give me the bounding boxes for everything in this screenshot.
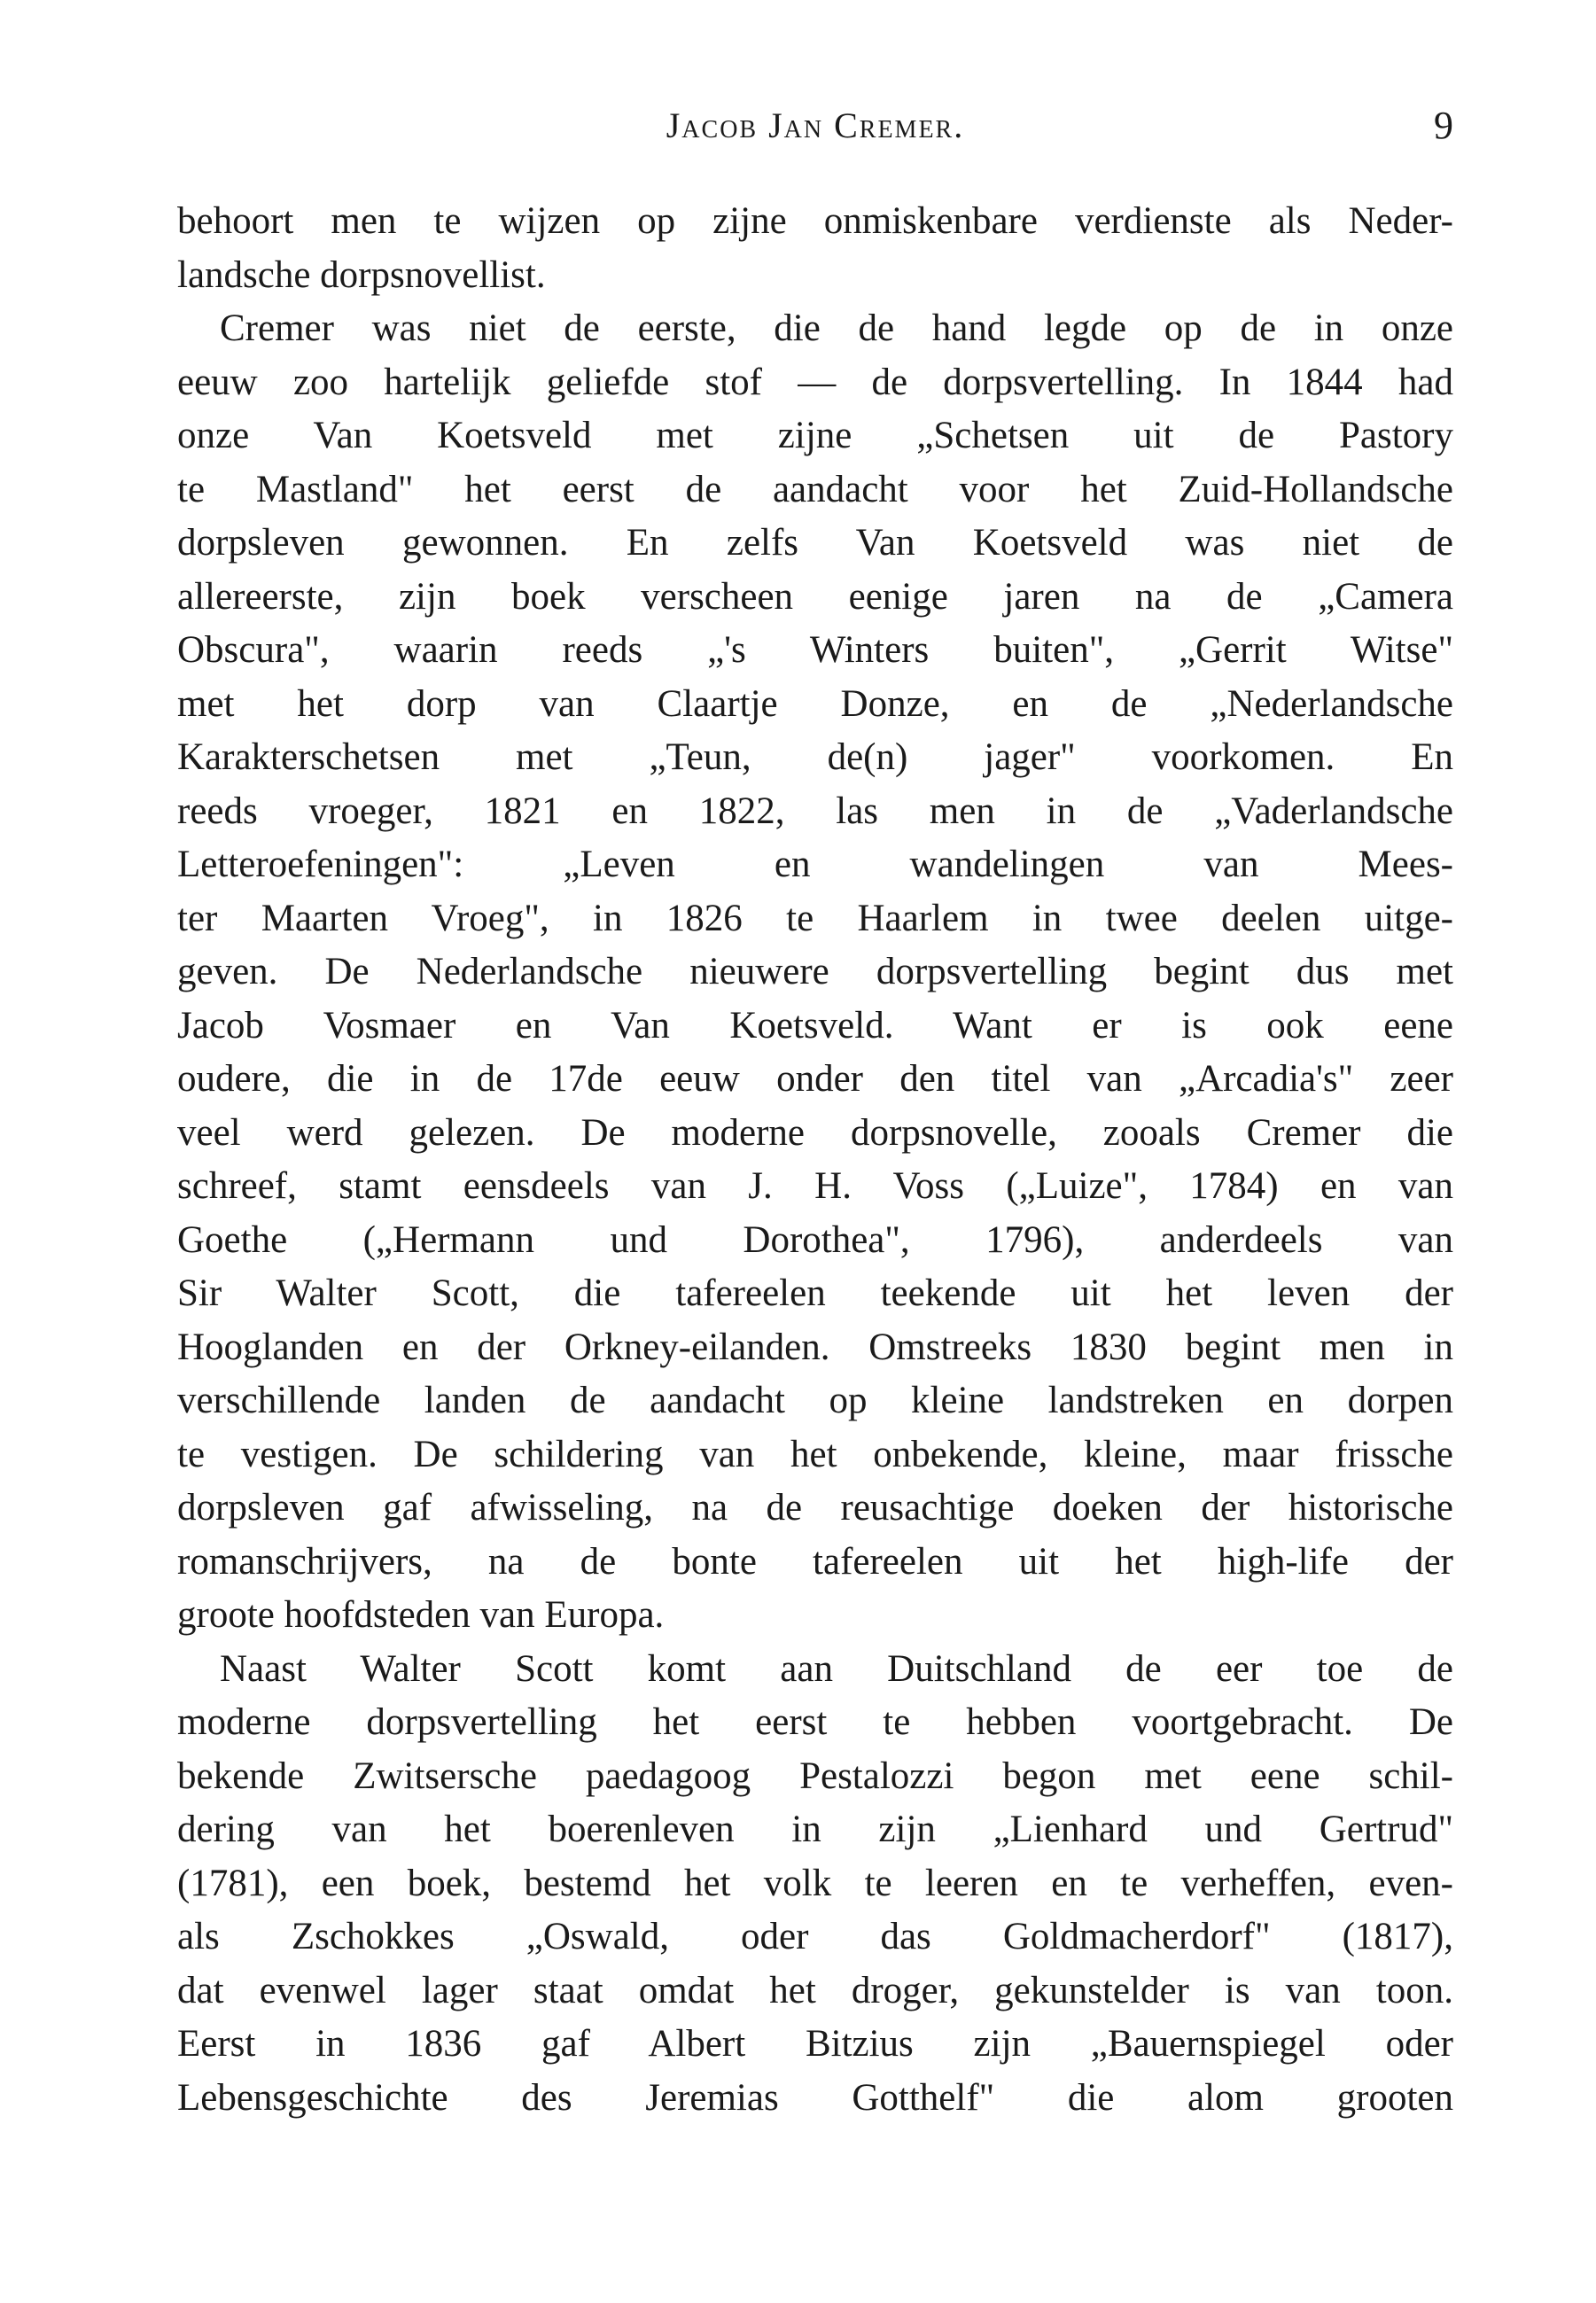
text-line: Obscura", waarin reeds „'s Winters buiten", „Gerrit Witse" xyxy=(177,629,1453,671)
text-line: Hooglanden en der Orkney-eilanden. Omstreeks 1830 begint men in xyxy=(177,1326,1453,1368)
text-line: dering van het boerenleven in zijn „Lienhard und Gertrud" xyxy=(177,1809,1453,1850)
text-line: groote hoofdsteden van Europa. xyxy=(177,1594,665,1636)
text-line: dorpsleven gaf afwisseling, na de reusachtige doeken der historische xyxy=(177,1487,1453,1529)
text-line: te vestigen. De schildering van het onbekende, kleine, maar frissche xyxy=(177,1433,1453,1475)
text-line: behoort men te wijzen op zijne onmiskenbare verdienste als Neder- xyxy=(177,200,1453,242)
text-line: veel werd gelezen. De moderne dorpsnovelle, zooals Cremer die xyxy=(177,1111,1453,1154)
text-line: Cremer was niet de eerste, die de hand legde op de in onze xyxy=(220,307,1453,349)
text-line: Sir Walter Scott, die tafereelen teekende uit het leven der xyxy=(177,1272,1453,1314)
text-line: schreef, stamt eensdeels van J. H. Voss („Luize", 1784) en van xyxy=(177,1165,1453,1207)
text-line: Karakterschetsen met „Teun, de(n) jager" voorkomen. En xyxy=(177,736,1453,778)
body-text xyxy=(177,195,1453,2125)
text-line: moderne dorpsvertelling het eerst te hebben voortgebracht. De xyxy=(177,1701,1453,1743)
page-number: 9 xyxy=(1434,104,1453,147)
text-line: oudere, die in de 17de eeuw onder den titel van „Arcadia's" zeer xyxy=(177,1058,1453,1100)
text-line: geven. De Nederlandsche nieuwere dorpsvertelling begint dus met xyxy=(177,951,1453,992)
running-title: Jacob Jan Cremer. xyxy=(666,105,965,145)
text-line: dat evenwel lager staat omdat het droger, gekunstelder is van toon. xyxy=(177,1969,1453,2011)
text-line: onze Van Koetsveld met zijne „Schetsen uit de Pastory xyxy=(177,415,1453,456)
text-line: te Mastland" het eerst de aandacht voor het Zuid-Hollandsche xyxy=(177,468,1453,510)
text-line: verschillende landen de aandacht op kleine landstreken en dorpen xyxy=(177,1380,1453,1421)
text-line: ter Maarten Vroeg", in 1826 te Haarlem in twee deelen uitge- xyxy=(177,897,1453,939)
text-line: Eerst in 1836 gaf Albert Bitzius zijn „Bauernspiegel oder xyxy=(177,2023,1453,2065)
text-line: landsche dorpsnovellist. xyxy=(177,253,546,296)
text-line: allereerste, zijn boek verscheen eenige jaren na de „Camera xyxy=(177,575,1453,618)
text-line: eeuw zoo hartelijk geliefde stof — de dorpsvertelling. In 1844 had xyxy=(177,361,1453,403)
text-line: romanschrijvers, na de bonte tafereelen uit het high-life der xyxy=(177,1540,1453,1583)
text-line: Goethe („Hermann und Dorothea", 1796), anderdeels van xyxy=(177,1218,1453,1261)
text-line: (1781), een boek, bestemd het volk te leeren en te verheffen, even- xyxy=(177,1862,1453,1904)
text-line: dorpsleven gewonnen. En zelfs Van Koetsveld was niet de xyxy=(177,522,1453,564)
text-line: bekende Zwitsersche paedagoog Pestalozzi begon met eene schil- xyxy=(177,1754,1453,1797)
text-line: Letteroefeningen": „Leven en wandelingen van Mees- xyxy=(177,844,1453,885)
text-line: Lebensgeschichte des Jeremias Gotthelf" die alom grooten xyxy=(177,2076,1453,2119)
text-line: Jacob Vosmaer en Van Koetsveld. Want er is ook eene xyxy=(177,1004,1453,1046)
text-line: als Zschokkes „Oswald, oder das Goldmacherdorf" (1817), xyxy=(177,1916,1453,1957)
text-line: met het dorp van Claartje Donze, en de „Nederlandsche xyxy=(177,682,1453,725)
text-line: Naast Walter Scott komt aan Duitschland de eer toe de xyxy=(220,1647,1453,1690)
text-line: reeds vroeger, 1821 en 1822, las men in de „Vaderlandsche xyxy=(177,790,1453,832)
running-head xyxy=(177,99,1453,152)
